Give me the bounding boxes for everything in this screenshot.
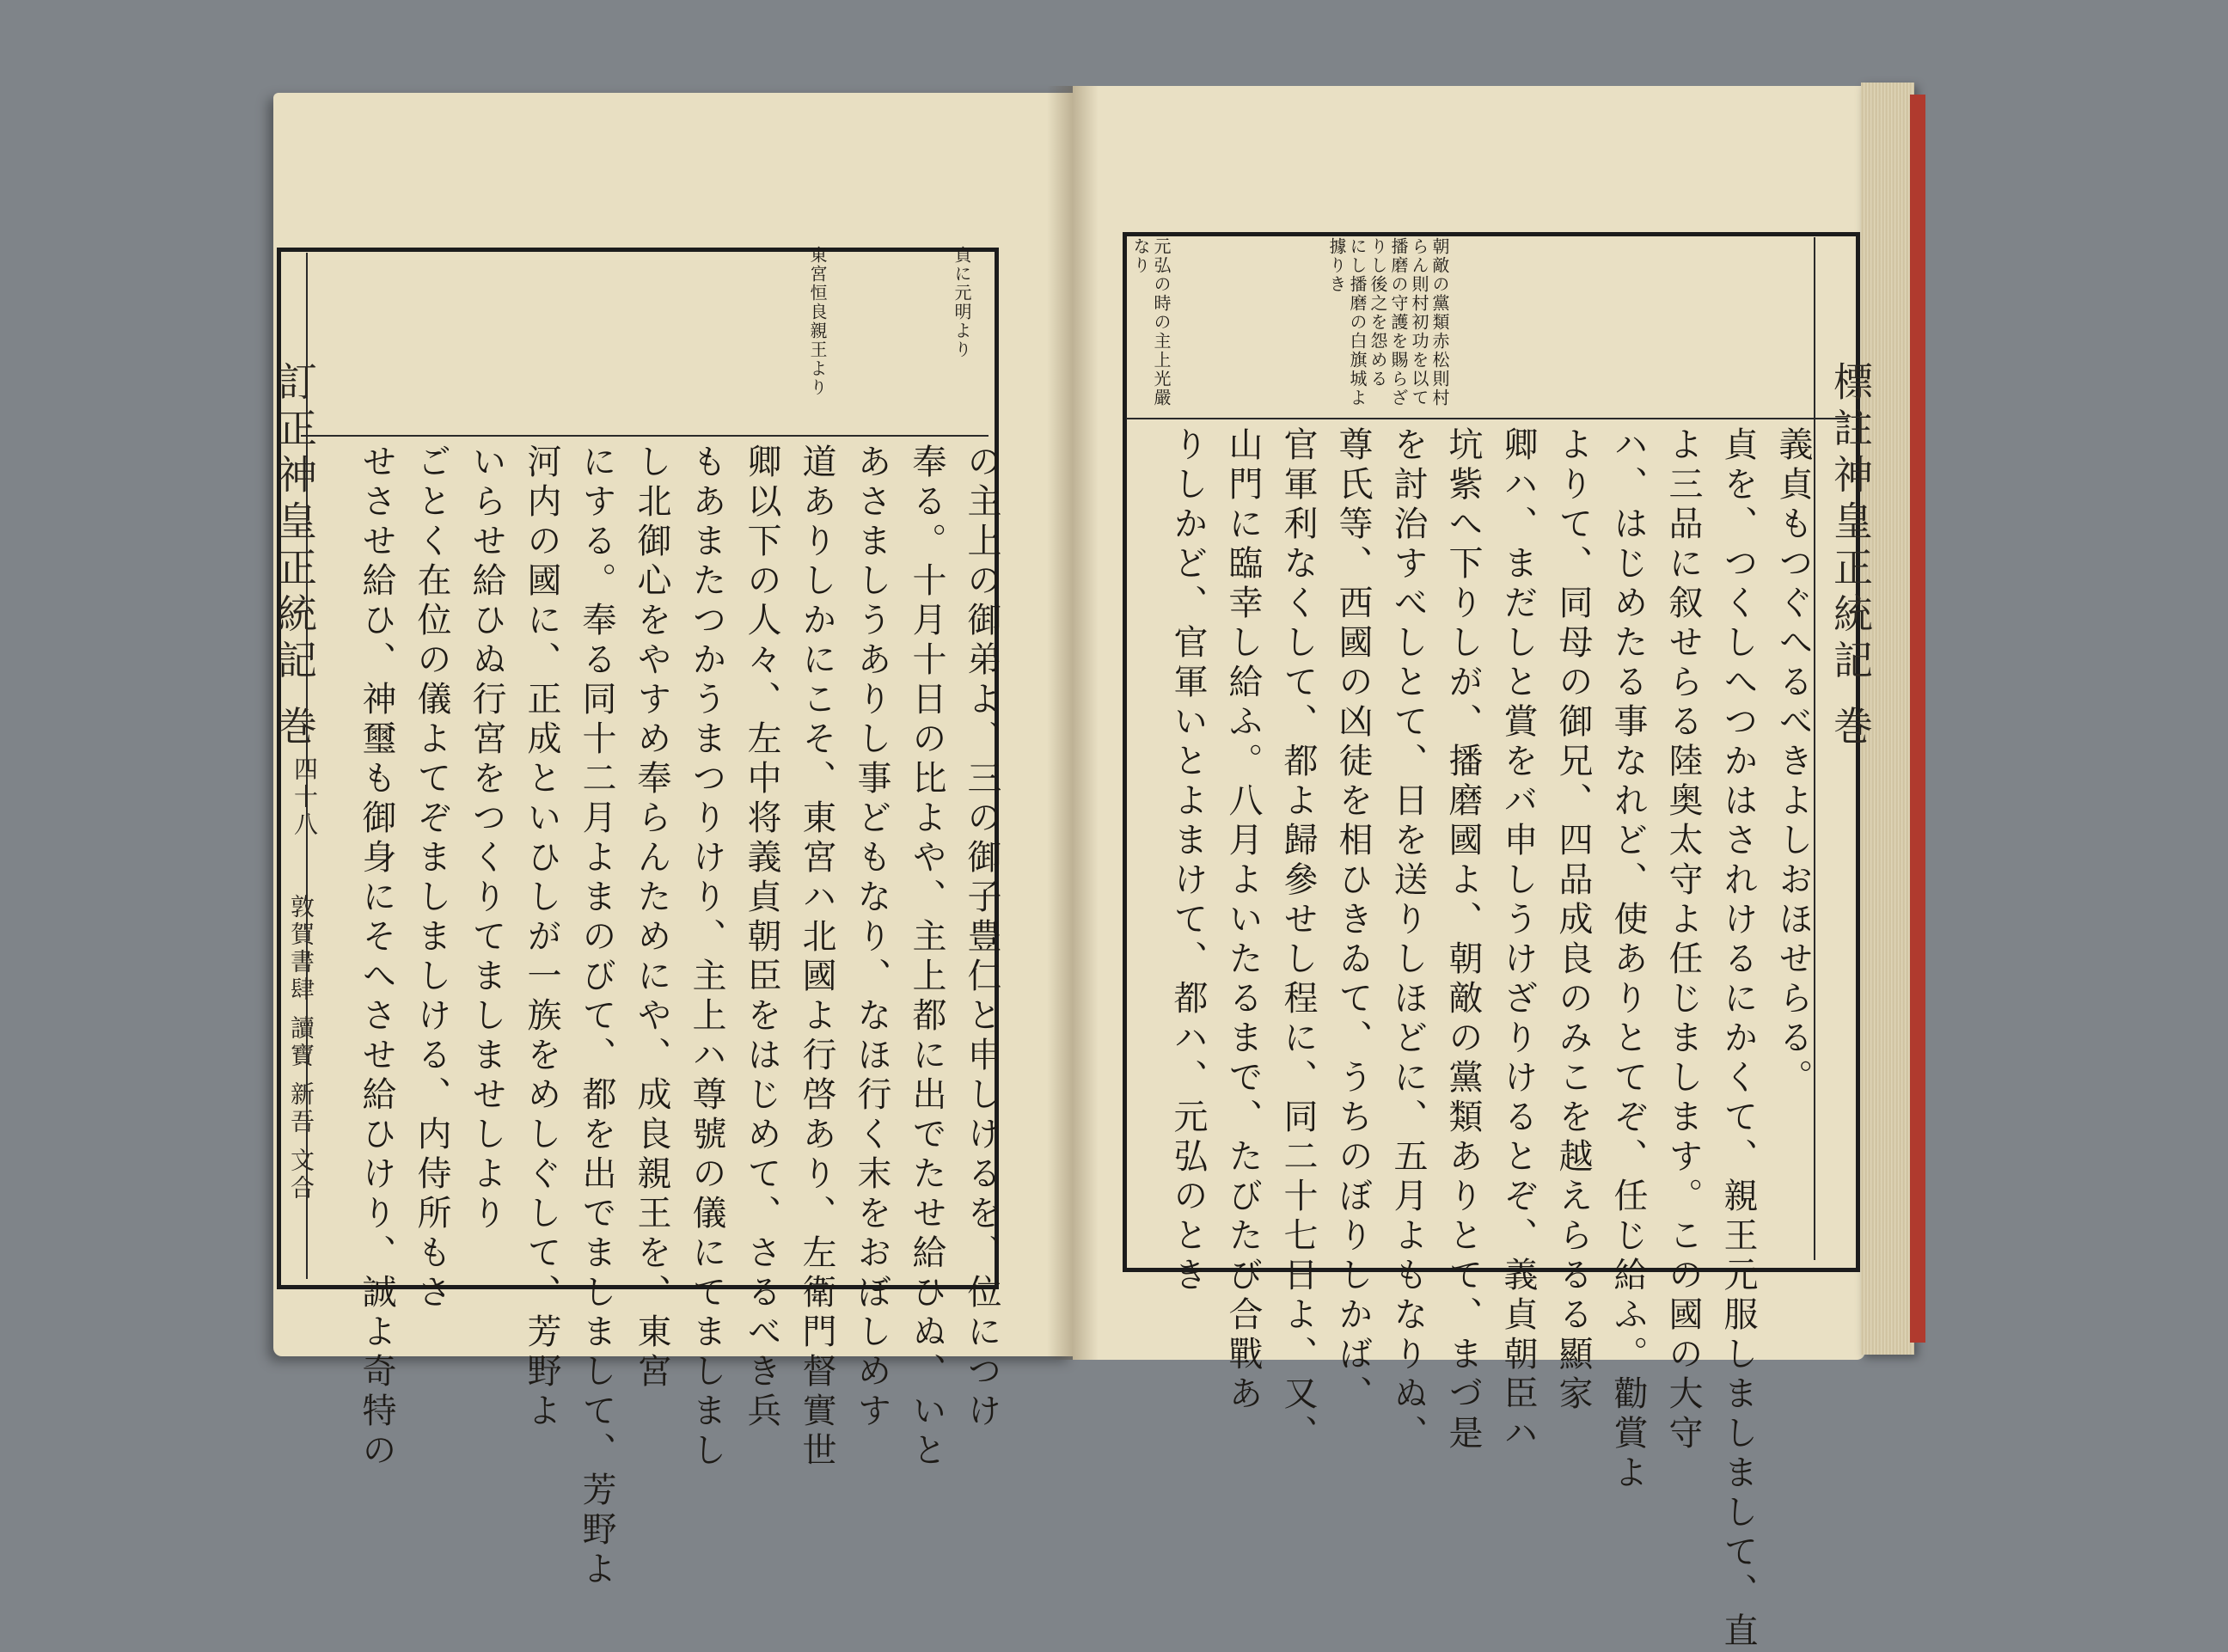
left-column-3: あさましうありし事どもなり、なほ行く末をおぼしめす — [852, 444, 891, 1432]
left-column-11: ごとく在位の儀よてぞましましける、内侍所もさ — [412, 444, 451, 1313]
left-column-8: にする。奉る同十二月よまのびて、都を出でましまして、芳野よ — [577, 444, 616, 1590]
red-book-edge — [1910, 95, 1925, 1343]
left-note-1: 貞に元明より — [952, 246, 972, 359]
right-column-6: 卿ハ、まだしと賞をバ申しうけざりけるとぞ、義貞朝臣ハ — [1498, 426, 1538, 1454]
right-note-3: 播磨の守護を賜らざ — [1388, 237, 1409, 407]
right-column-7: 坑紫へ下りしが、播磨國よ、朝敵の黨類ありとて、まづ是 — [1443, 426, 1483, 1454]
right-column-5: よりて、同母の御兄、四品成良のみこを越えらるる顯家 — [1553, 426, 1593, 1415]
left-note-divider — [301, 435, 989, 437]
right-column-11: 山門に臨幸し給ふ。八月よいたるまで、たびたび合戰あ — [1223, 426, 1263, 1415]
left-column-2: 奉る。十月十日の比よや、主上都に出でたせ給ひぬ、いと — [907, 444, 946, 1472]
right-note-6: 據りき — [1326, 237, 1347, 294]
left-column-4: 道ありしかにこそ、東宮ハ北國よ行啓あり、左衛門督實世 — [797, 444, 836, 1472]
left-note-2: 東宮恒良親王より — [807, 246, 828, 397]
right-margin-rule — [1814, 237, 1815, 1260]
left-header-title: 訂正神皇正統記 巻 — [272, 361, 318, 752]
left-publisher: 敦賀書肆 讀寶 新吾 文合 — [287, 894, 315, 1202]
left-column-9: 河内の國に、正成といひしが一族をめしぐして、芳野よ — [522, 444, 561, 1432]
right-note-4: りし後之を怨める — [1368, 237, 1388, 389]
right-column-4: ハ、はじめたる事なれど、使ありとてぞ、任じ給ふ。勸賞よ — [1608, 426, 1648, 1494]
left-column-7: し北御心をやすめ奉らんためにや、成良親王を、東宮 — [632, 444, 671, 1392]
left-page-number: 四十八 — [291, 756, 319, 839]
left-column-6: もあまたつかうまつりけり、主上ハ尊號の儀にてましまし — [687, 444, 726, 1472]
right-header-title: 標註神皇正統記 巻 — [1827, 361, 1874, 752]
left-column-10: いらせ給ひぬ行宮をつくりてましませしより — [467, 444, 506, 1234]
right-note-8: なり — [1130, 237, 1151, 275]
right-column-8: を討治すべしとて、日を送りしほどに、五月よもなりぬ、 — [1388, 426, 1428, 1454]
right-column-2: 貞を、つくしへつかはされけるにかくて、親王元服しましまして、直 — [1718, 426, 1758, 1652]
right-column-10: 官軍利なくして、都よ歸參せし程に、同二十七日よ、又、 — [1278, 426, 1318, 1454]
left-column-1: の主上の御弟よ、三の御子豊仁と申しけるを、位につけ — [962, 444, 1001, 1432]
right-column-3: よ三品に叙せらる陸奥太守よ任じまします。この國の大守 — [1663, 426, 1703, 1454]
left-column-5: 卿以下の人々、左中将義貞朝臣をはじめて、さるべき兵 — [742, 444, 781, 1432]
right-column-1: 義貞もつぐへるべきよしおほせらる。 — [1773, 426, 1813, 1098]
right-note-divider — [1126, 418, 1848, 419]
right-note-2: らん則村初功を以て — [1409, 237, 1429, 407]
right-column-12: りしかど、官軍いとよまけて、都ハ、元弘のとき — [1168, 426, 1208, 1296]
right-note-7: 元弘の時の主上光嚴 — [1151, 237, 1172, 407]
right-note-1: 朝敵の黨類赤松則村 — [1429, 237, 1450, 407]
right-column-9: 尊氏等、西國の凶徒を相ひきゐて、うちのぼりしかば、 — [1333, 426, 1373, 1415]
book-gutter — [1047, 86, 1099, 1360]
right-note-5: にし播磨の白旗城よ — [1347, 237, 1368, 407]
left-column-12: せさせ給ひ、神璽も御身にそへさせ給ひけり、誠よ奇特の — [357, 444, 396, 1472]
